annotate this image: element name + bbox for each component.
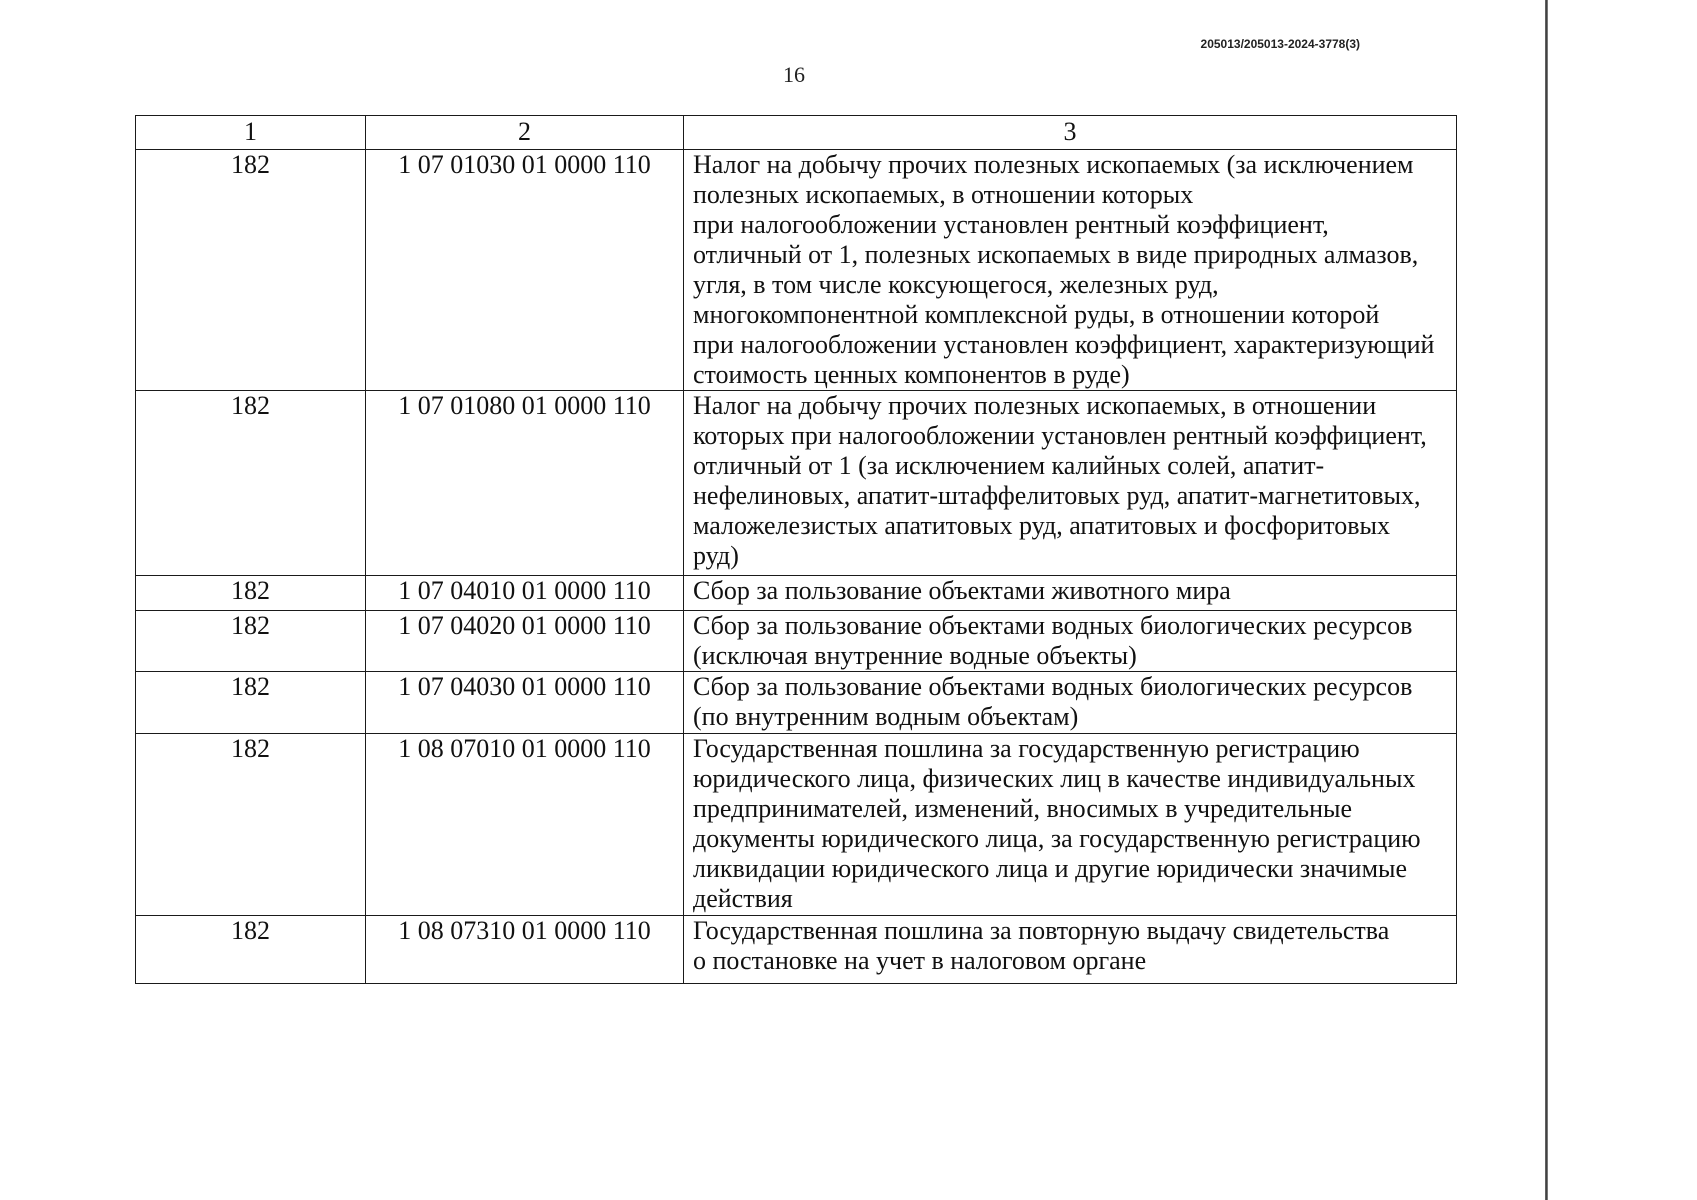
document-id: 205013/205013-2024-3778(3) (1200, 37, 1360, 51)
table-row (136, 916, 1457, 984)
column-header-1: 1 (136, 116, 366, 150)
revenue-name-cell (684, 391, 1457, 576)
revenue-name-cell (684, 150, 1457, 391)
table-row (136, 734, 1457, 916)
revenue-name-line: угля, в том числе коксующегося, железных руд, (693, 270, 1219, 299)
table-row (136, 391, 1457, 576)
revenue-name-line: отличный от 1, полезных ископаемых в виде природных алмазов, (693, 240, 1419, 269)
revenue-name-cell (684, 672, 1457, 734)
revenue-name-line: при налогообложении установлен коэффициент, характеризующий (693, 330, 1435, 359)
revenue-name-line: Государственная пошлина за повторную выдачу свидетельства (693, 916, 1390, 945)
revenue-name-cell (684, 611, 1457, 672)
table-row (136, 150, 1457, 391)
revenue-name-line: действия (693, 884, 793, 913)
revenue-name-line: Налог на добычу прочих полезных ископаемых, в отношении (693, 391, 1377, 420)
kbk-code-cell: 1 08 07310 01 0000 110 (366, 916, 684, 984)
revenue-name-cell (684, 916, 1457, 984)
revenue-name-cell (684, 576, 1457, 611)
revenue-name-line: полезных ископаемых, в отношении которых (693, 180, 1194, 209)
revenue-name-line: Сбор за пользование объектами животного мира (693, 576, 1231, 605)
revenue-name-line: (по внутренним водным объектам) (693, 702, 1079, 731)
revenue-name-line: юридического лица, физических лиц в качестве индивидуальных (693, 764, 1416, 793)
admin-code-cell: 182 (136, 150, 366, 391)
column-header-2: 2 (366, 116, 684, 150)
revenue-name-line: нефелиновых, апатит-штаффелитовых руд, апатит-магнетитовых, (693, 481, 1421, 510)
revenue-name-cell (684, 734, 1457, 916)
revenue-name-line: которых при налогообложении установлен рентный коэффициент, (693, 421, 1427, 450)
revenue-name-line: Государственная пошлина за государственную регистрацию (693, 734, 1360, 763)
revenue-name-line: Налог на добычу прочих полезных ископаемых (за исключением (693, 150, 1414, 179)
kbk-code-cell: 1 07 01030 01 0000 110 (366, 150, 684, 391)
kbk-code-cell: 1 07 04010 01 0000 110 (366, 576, 684, 611)
admin-code-cell: 182 (136, 576, 366, 611)
admin-code-cell: 182 (136, 734, 366, 916)
revenue-name-line: при налогообложении установлен рентный коэффициент, (693, 210, 1329, 239)
admin-code-cell: 182 (136, 916, 366, 984)
revenue-name-line: Сбор за пользование объектами водных биологических ресурсов (693, 611, 1413, 640)
revenue-name-line: руд) (693, 541, 739, 570)
kbk-code-cell: 1 07 04020 01 0000 110 (366, 611, 684, 672)
table-row (136, 576, 1457, 611)
revenue-name-line: отличный от 1 (за исключением калийных солей, апатит- (693, 451, 1325, 480)
column-header-3: 3 (684, 116, 1457, 150)
revenue-codes-table (135, 115, 1457, 984)
table-header-row (136, 116, 1457, 150)
revenue-name-line: Сбор за пользование объектами водных биологических ресурсов (693, 672, 1413, 701)
kbk-code-cell: 1 08 07010 01 0000 110 (366, 734, 684, 916)
kbk-code-cell: 1 07 04030 01 0000 110 (366, 672, 684, 734)
revenue-name-line: ликвидации юридического лица и другие юридически значимые (693, 854, 1408, 883)
admin-code-cell: 182 (136, 611, 366, 672)
revenue-name-line: предпринимателей, изменений, вносимых в учредительные (693, 794, 1353, 823)
kbk-code-cell: 1 07 01080 01 0000 110 (366, 391, 684, 576)
revenue-name-line: документы юридического лица, за государственную регистрацию (693, 824, 1421, 853)
table-row (136, 672, 1457, 734)
scan-edge (1545, 0, 1548, 1200)
page-number: 16 (783, 62, 805, 87)
table-row (136, 611, 1457, 672)
revenue-name-line: о постановке на учет в налоговом органе (693, 946, 1147, 975)
revenue-name-line: маложелезистых апатитовых руд, апатитовых и фосфоритовых (693, 511, 1390, 540)
admin-code-cell: 182 (136, 672, 366, 734)
revenue-name-line: многокомпонентной комплексной руды, в отношении которой (693, 300, 1380, 329)
admin-code-cell: 182 (136, 391, 366, 576)
revenue-name-line: (исключая внутренние водные объекты) (693, 641, 1137, 670)
revenue-name-line: стоимость ценных компонентов в руде) (693, 360, 1130, 389)
